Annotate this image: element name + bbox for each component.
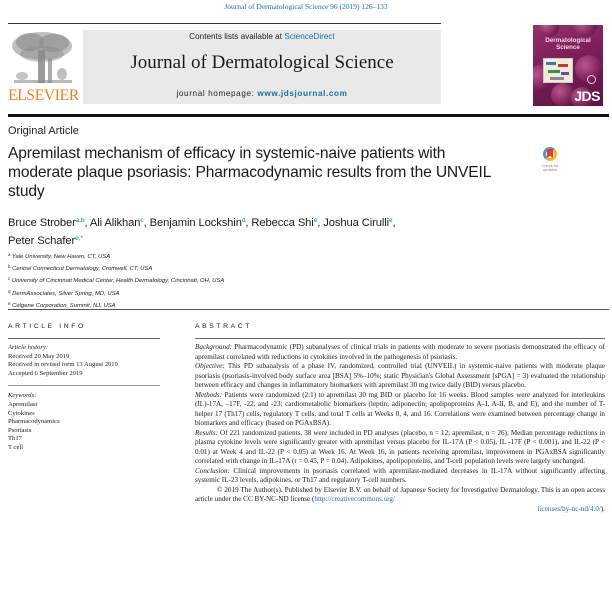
cover-title-line2: Science [556,44,580,51]
history-revised: Received in revised form 13 August 2019 [8,361,118,369]
cover-jds-badge: JDS [574,88,600,104]
license-url-line [195,505,605,515]
cover-cell-shape [539,25,559,37]
abstract-section-label: Conclusion: [195,466,230,475]
affiliation-key: b [8,264,11,270]
author-separator: , [143,217,150,229]
copyright-text: © 2019 The Author(s). Published by Elsevier B.V. on behalf of Japanese Society for Investigative Dermatology. This is an open access article under the CC BY-NC-ND license ( [195,485,605,503]
cover-title-line1: Dermatological [545,37,591,44]
keyword: Cytokines [8,409,35,417]
affiliation [8,274,224,286]
journal-citation[interactable]: Journal of Dermatological Science 96 (2019) 126–133 [224,2,388,11]
homepage-line [83,89,441,98]
abstract-objective [195,362,605,391]
masthead-divider [8,114,609,117]
journal-masthead [83,30,441,104]
abstract-section-label: Methods: [195,390,222,399]
author-affiliation-ref[interactable]: e [389,217,393,224]
elsevier-tree-icon [8,30,76,85]
header-divider [8,23,441,24]
affiliation [8,250,224,262]
copyright-notice [195,486,605,505]
abstract-section-label: Results: [195,428,219,437]
check-for-updates-button[interactable] [535,146,565,180]
author-separator: , [317,217,324,229]
author[interactable] [251,217,317,229]
author-affiliation-ref[interactable]: a,b [75,217,85,224]
front-matter-divider [8,309,609,310]
abstract-body [195,339,605,514]
keyword: Pharmacodynamics [8,418,60,426]
abstract-section-text: Clinical improvements in psoriasis correlated with apremilast-mediated decreases in IL-17A without significantly affecting systemic IL-23 levels, adipokines, or Th17 and regulatory T-cell numbers. [195,466,605,484]
crossmark-label [535,164,565,173]
cover-title [537,37,599,51]
article-title: Apremilast mechanism of efficacy in systemic-naive patients with moderate plaque psoriasis: Pharmacodynamic results from the UNVEIL study [8,145,491,200]
affiliation-key: e [8,300,11,306]
keywords-label: Keywords: [8,392,37,400]
contents-prefix: Contents lists available at [189,32,285,41]
affiliation-key: d [8,288,11,294]
abstract-background [195,343,605,362]
keyword: Psoriasis [8,426,32,434]
author-affiliation-ref[interactable]: c [140,217,144,224]
author-name[interactable]: Benjamin Lockshin [149,217,242,229]
keyword: Apremilast [8,400,38,408]
history-received: Received 20 May 2019 [8,352,70,360]
affiliation-text: University of Cincinnati Medical Center, Health Dermatology, Cincinnati, OH, USA [11,278,225,285]
elsevier-logo[interactable] [6,30,78,105]
crossmark-line1: Check for [541,163,559,168]
abstract-section-text: Patients were randomized (2:1) to apremilast 30 mg BID or placebo for 16 weeks. Blood samples were analyzed for interleukins (IL)-17A, –17F, -22, and -23; cardiometabolic biomarkers (leptin; adiponectin; apolipoproteins A–I, A-II, B, and E); and the number of T-helper 17 (Th17) cells, regulatory T cells, and total T cells at Weeks 0, 4, and 16. Correlations were examined between percentage change in biomarkers and efficacy (based on PGAxBSA). [195,390,605,427]
license-link[interactable]: http://creativecommons.org/ [314,495,395,503]
article-info-heading: ARTICLE INFO [8,323,86,330]
contents-line [83,32,441,41]
author-separator: , [84,217,90,229]
cover-emblem-icon [587,75,596,84]
affiliation-text: Yale University, New Haven, CT, USA [12,254,111,260]
sciencedirect-link[interactable]: ScienceDirect [284,32,335,41]
affiliation [8,262,224,274]
author-list [8,213,508,249]
author-affiliation-ref[interactable]: e,* [75,235,83,242]
author-name[interactable]: Bruce Strober [8,217,76,229]
abstract-results [195,429,605,467]
author-affiliation-ref[interactable]: d [241,217,246,224]
author[interactable] [8,235,83,247]
affiliation-key: c [8,276,11,282]
affiliation-text: Celgene Corporation, Summit, NJ, USA [12,302,116,309]
author[interactable] [323,217,392,229]
affiliation-key: a [8,252,11,257]
abstract-panel [195,323,605,514]
author-separator: , [245,217,252,229]
author-name[interactable]: Peter Schafer [8,235,76,247]
affiliation-text: Central Connecticut Dermatology, Cromwell, CT, USA [12,266,153,273]
homepage-prefix: journal homepage: [176,89,258,98]
license-link-continued[interactable]: licenses/by-nc-nd/4.0/ [537,504,601,513]
author-affiliation-ref[interactable]: e [313,217,318,224]
author[interactable] [90,217,144,229]
keywords-block [8,390,160,452]
article-history-label: Article history: [8,344,49,351]
cover-cell-shape [573,25,597,37]
homepage-link[interactable]: www.jdsjournal.com [257,89,348,98]
author-name[interactable]: Joshua Cirulli [323,217,390,229]
history-accepted: Accepted 6 September 2019 [8,369,83,377]
author-separator: , [392,217,396,229]
affiliation-text: DermAssociates, Silver Spring, MD, USA [12,290,120,297]
article-info-panel [8,323,160,453]
affiliation [8,287,224,299]
cover-figure [543,58,573,83]
article-history [8,339,160,378]
journal-title: Journal of Dermatological Science [130,52,394,73]
article-info-separator [8,385,160,386]
journal-cover-image[interactable] [533,25,603,106]
author[interactable] [150,217,246,229]
author-name[interactable]: Ali Alikhan [89,217,141,229]
abstract-section-text: This PD subanalysis of a phase IV, randomized, controlled trial (UNVEIL) in systemic-naive patients with moderate plaque psoriasis (psoriasis-involved body surface area [BSA] 5%–10%; static Physician's Global Assessment [sPGA] = 3) evaluated the relationship between efficacy and changes in inflammatory biomarkers with apremilast 30 mg twice daily (BID) versus placebo. [195,362,605,389]
abstract-section-label: Objective: [195,362,225,370]
keyword: Th17 [8,435,22,443]
abstract-methods [195,391,605,429]
abstract-section-text: Pharmacodynamic (PD) subanalyses of clinical trials in patients with moderate to severe psoriasis demonstrated the efficacy of apremilast correlated with reductions in cytokines involved in the pathogenesis of psoriasis. [195,343,605,361]
license-close: ). [600,504,605,513]
affiliation-list [8,250,224,311]
elsevier-wordmark: ELSEVIER [8,87,79,104]
keyword: T cell [8,443,24,451]
abstract-conclusion [195,467,605,486]
crossmark-line2: updates [542,167,558,173]
author[interactable] [8,217,84,229]
author-name[interactable]: Rebecca Shi [251,217,314,229]
abstract-section-label: Background: [195,343,233,351]
abstract-section-text: Of 221 randomized patients, 38 were included in PD analyses (placebo, n = 12; apremilast, n = 26). Median percentage reductions in plasma cytokine levels were significantly greater with apremilast versus placebo for IL-17A (P < 0.05), IL -17F (P < 0.001), and IL-22 (P < 0.01) at Week 4 and IL-22 (P < 0.05) at Week 16. At Week 16, in patients receiving apremilast, improvement in PGAxBSA significantly correlated with change in IL-17A (r = 0.45, P = 0.04). Adipokines, apolipoproteins, and T-cell population levels were largely unchanged. [195,428,605,465]
article-type: Original Article [8,125,79,137]
abstract-heading: ABSTRACT [195,323,253,330]
